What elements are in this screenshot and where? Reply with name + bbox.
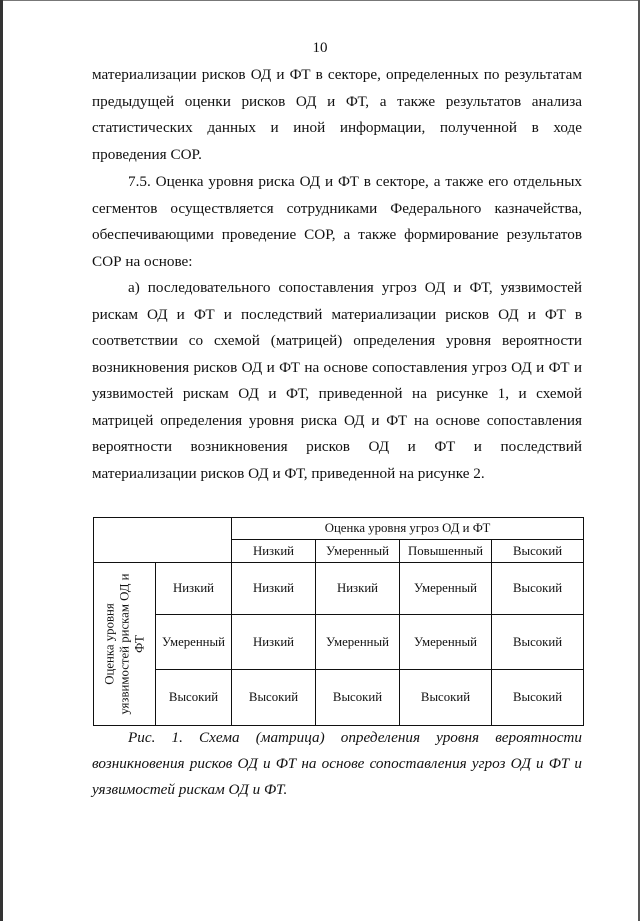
threat-col-header: Низкий xyxy=(232,540,316,563)
matrix-cell: Высокий xyxy=(400,670,492,726)
threat-col-header: Повышенный xyxy=(400,540,492,563)
vulnerability-row-header: Высокий xyxy=(156,670,232,726)
vulnerability-row-header: Низкий xyxy=(156,563,232,615)
matrix-cell: Низкий xyxy=(316,563,400,615)
matrix-cell: Умеренный xyxy=(400,615,492,670)
matrix-cell: Высокий xyxy=(492,563,584,615)
risk-matrix-table xyxy=(93,517,584,726)
matrix-cell: Высокий xyxy=(232,670,316,726)
paragraph-continuation: материализации рисков ОД и ФТ в секторе, определенных по результатам предыдущей оценки рисков ОД и ФТ, а также результатов анализа статистических данных и иной информации, полученной в ходе проведения СОР. xyxy=(92,66,582,163)
matrix-cell: Высокий xyxy=(316,670,400,726)
matrix-corner-cell xyxy=(94,518,232,563)
figure-caption: Рис. 1. Схема (матрица) определения уровня вероятности возникновения рисков ОД и ФТ на основе сопоставления угроз ОД и ФТ и уязвимостей рискам ОД и ФТ. xyxy=(92,729,582,798)
vulnerability-row-header: Умеренный xyxy=(156,615,232,670)
scan-edge-top xyxy=(0,0,640,1)
threat-col-header: Умеренный xyxy=(316,540,400,563)
paragraph-7-5: 7.5. Оценка уровня риска ОД и ФТ в секторе, а также его отдельных сегментов осуществляется сотрудниками Федерального казначейства, обеспечивающими проведение СОР, а также формирование результатов СОР на основе: xyxy=(92,173,582,270)
vulnerability-axis-cell xyxy=(94,563,156,726)
matrix-cell: Умеренный xyxy=(400,563,492,615)
page-number: 10 xyxy=(312,40,328,56)
scan-edge-left xyxy=(0,0,3,921)
matrix-cell: Умеренный xyxy=(316,615,400,670)
matrix-cell: Низкий xyxy=(232,563,316,615)
vulnerability-level-header: Оценка уровня уязвимостей рискам ОД и ФТ xyxy=(102,573,146,715)
threat-col-header: Высокий xyxy=(492,540,584,563)
paragraph-item-a: а) последовательного сопоставления угроз ОД и ФТ, уязвимостей рискам ОД и ФТ и последствий материализации рисков ОД и ФТ в соответствии со схемой (матрицей) определения уровня вероятности возникновения рисков ОД и ФТ на основе сопоставления угроз ОД и ФТ и уязвимостей рискам ОД и ФТ, приведенной на рисунке 1, и схемой матрицей определения уровня риска ОД и ФТ на основе сопоставления вероятности возникновения рисков ОД и ФТ и последствий материализации рисков ОД и ФТ, приведенной на рисунке 2. xyxy=(92,279,582,482)
threat-level-header: Оценка уровня угроз ОД и ФТ xyxy=(232,518,584,540)
matrix-cell: Высокий xyxy=(492,615,584,670)
matrix-cell: Высокий xyxy=(492,670,584,726)
matrix-cell: Низкий xyxy=(232,615,316,670)
